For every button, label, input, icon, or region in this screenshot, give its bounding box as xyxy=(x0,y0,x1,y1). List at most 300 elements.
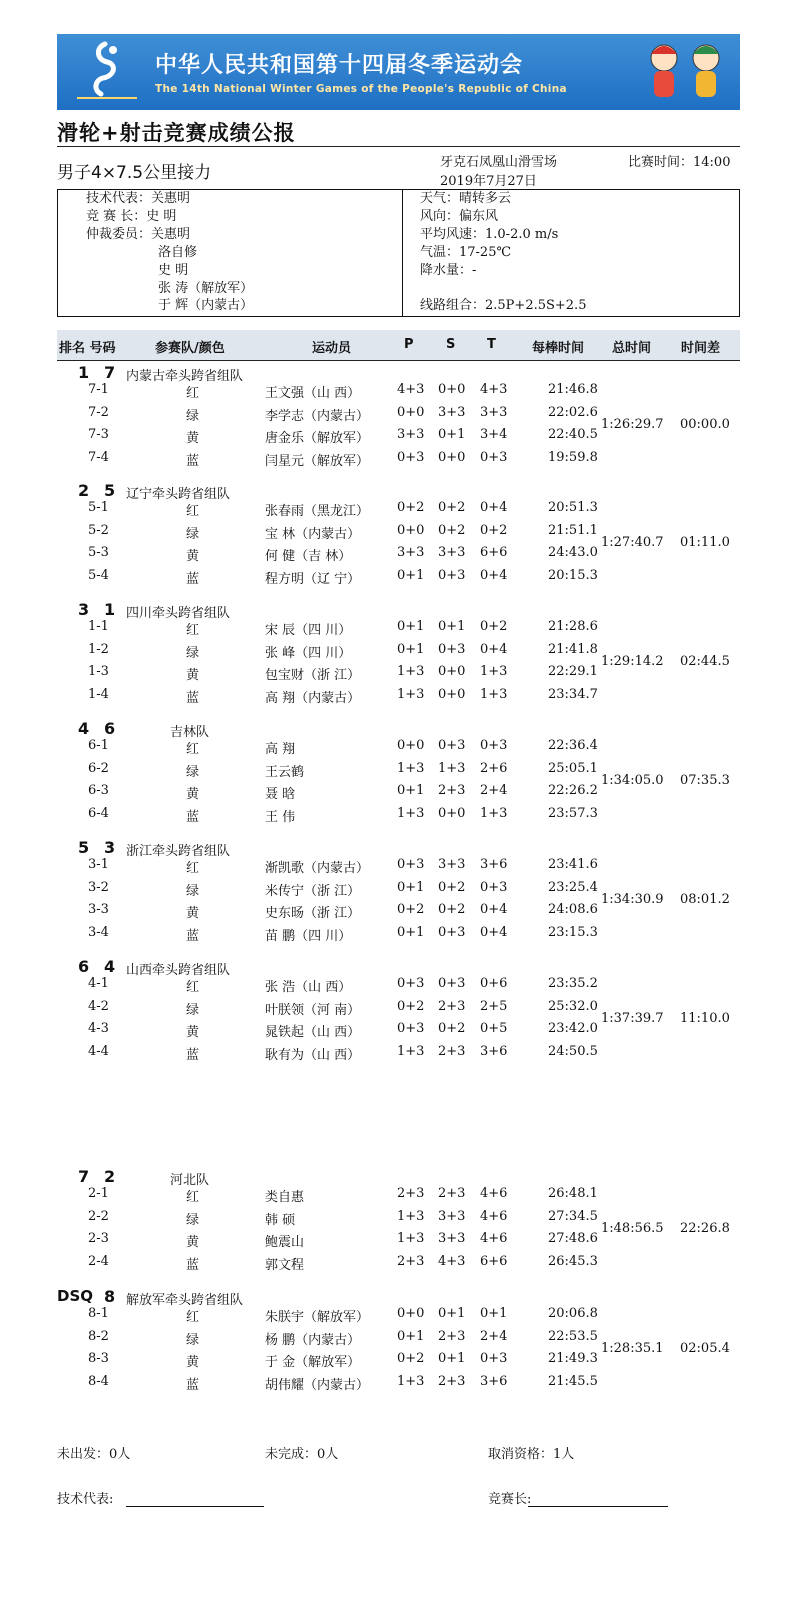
leg-number: 8-2 xyxy=(88,1329,109,1344)
standing-shooting: 0+2 xyxy=(438,523,466,538)
standing-shooting: 3+3 xyxy=(438,405,466,420)
dsq-count: 取消资格：1人 xyxy=(488,1447,575,1462)
standing-shooting: 3+3 xyxy=(438,857,466,872)
total-shooting: 4+6 xyxy=(480,1209,508,1224)
team-rank: 6 xyxy=(78,957,90,976)
leg-color: 蓝 xyxy=(186,572,200,587)
standing-shooting: 0+1 xyxy=(438,619,466,634)
leg-time: 19:59.8 xyxy=(548,450,598,465)
standing-shooting: 0+2 xyxy=(438,902,466,917)
prone-shooting: 0+0 xyxy=(397,1306,425,1321)
team-total-time: 1:29:14.2 xyxy=(601,654,664,669)
leg-number: 1-1 xyxy=(88,619,109,634)
leg-color: 黄 xyxy=(186,431,200,446)
prone-shooting: 0+0 xyxy=(397,523,425,538)
col-s: S xyxy=(446,337,456,352)
leg-color: 红 xyxy=(186,742,200,757)
start-time: 比赛时间：14:00 xyxy=(628,155,731,170)
leg-number: 1-4 xyxy=(88,687,109,702)
team-time-gap: 07:35.3 xyxy=(680,773,730,788)
team-rank: 2 xyxy=(78,481,90,500)
athlete-name: 王 伟 xyxy=(265,810,296,825)
leg-time: 21:46.8 xyxy=(548,382,598,397)
leg-color: 黄 xyxy=(186,787,200,802)
leg-row xyxy=(0,925,800,947)
total-shooting: 1+3 xyxy=(480,806,508,821)
prone-shooting: 1+3 xyxy=(397,664,425,679)
leg-number: 5-4 xyxy=(88,568,109,583)
leg-time: 23:15.3 xyxy=(548,925,598,940)
banner-title-en: The 14th National Winter Games of the People's Republic of China xyxy=(155,83,567,95)
leg-color: 绿 xyxy=(186,884,200,899)
leg-number: 5-1 xyxy=(88,500,109,515)
leg-number: 3-2 xyxy=(88,880,109,895)
dnf-count: 未完成：0人 xyxy=(265,1447,339,1462)
leg-row xyxy=(0,806,800,828)
team-rank: 7 xyxy=(78,1167,90,1186)
standing-shooting: 2+3 xyxy=(438,1186,466,1201)
leg-time: 22:40.5 xyxy=(548,427,598,442)
prone-shooting: 0+0 xyxy=(397,738,425,753)
leg-row xyxy=(0,568,800,590)
standing-shooting: 3+3 xyxy=(438,1209,466,1224)
prone-shooting: 1+3 xyxy=(397,761,425,776)
leg-color: 红 xyxy=(186,861,200,876)
leg-color: 黄 xyxy=(186,668,200,683)
prone-shooting: 0+2 xyxy=(397,500,425,515)
leg-color: 红 xyxy=(186,980,200,995)
leg-color: 蓝 xyxy=(186,1258,200,1273)
athlete-name: 史东旸（浙 江） xyxy=(265,906,361,921)
standing-shooting: 0+0 xyxy=(438,450,466,465)
leg-time: 23:41.6 xyxy=(548,857,598,872)
standing-shooting: 2+3 xyxy=(438,999,466,1014)
wind-speed: 平均风速：1.0-2.0 m/s xyxy=(420,227,559,242)
athlete-name: 宋 辰（四 川） xyxy=(265,623,352,638)
col-t: T xyxy=(487,337,496,352)
leg-number: 8-1 xyxy=(88,1306,109,1321)
leg-color: 黄 xyxy=(186,1355,200,1370)
team-header xyxy=(0,1287,800,1307)
venue: 牙克石凤凰山滑雪场 xyxy=(440,155,558,170)
leg-time: 22:53.5 xyxy=(548,1329,598,1344)
leg-color: 红 xyxy=(186,623,200,638)
total-shooting: 4+6 xyxy=(480,1186,508,1201)
team-block xyxy=(0,600,800,712)
games-banner xyxy=(57,34,740,110)
col-team: 参赛队/颜色 xyxy=(155,341,225,356)
total-shooting: 2+5 xyxy=(480,999,508,1014)
leg-time: 22:02.6 xyxy=(548,405,598,420)
total-shooting: 0+4 xyxy=(480,568,508,583)
leg-color: 红 xyxy=(186,386,200,401)
total-shooting: 2+4 xyxy=(480,1329,508,1344)
leg-color: 黄 xyxy=(186,1025,200,1040)
team-block xyxy=(0,838,800,950)
dns-count: 未出发：0人 xyxy=(57,1447,131,1462)
team-block xyxy=(0,363,800,475)
course-combination: 线路组合：2.5P+2.5S+2.5 xyxy=(420,298,587,313)
prone-shooting: 1+3 xyxy=(397,1044,425,1059)
prone-shooting: 0+1 xyxy=(397,783,425,798)
athlete-name: 渐凯歌（内蒙古） xyxy=(265,861,370,876)
leg-number: 8-4 xyxy=(88,1374,109,1389)
tech-delegate-signature-line xyxy=(126,1506,264,1507)
total-shooting: 0+2 xyxy=(480,619,508,634)
team-block xyxy=(0,481,800,593)
standing-shooting: 3+3 xyxy=(438,1231,466,1246)
leg-color: 黄 xyxy=(186,549,200,564)
leg-color: 红 xyxy=(186,1190,200,1205)
team-block xyxy=(0,957,800,1069)
standing-shooting: 0+2 xyxy=(438,880,466,895)
athlete-name: 高 翔 xyxy=(265,742,296,757)
col-p: P xyxy=(404,337,414,352)
leg-color: 绿 xyxy=(186,646,200,661)
prone-shooting: 4+3 xyxy=(397,382,425,397)
prone-shooting: 1+3 xyxy=(397,1231,425,1246)
prone-shooting: 1+3 xyxy=(397,1209,425,1224)
leg-color: 绿 xyxy=(186,527,200,542)
leg-row xyxy=(0,619,800,641)
team-header xyxy=(0,481,800,501)
jury-member: 于 辉（内蒙古） xyxy=(158,298,254,313)
leg-time: 20:51.3 xyxy=(548,500,598,515)
leg-color: 蓝 xyxy=(186,810,200,825)
leg-row xyxy=(0,1186,800,1208)
leg-time: 23:42.0 xyxy=(548,1021,598,1036)
leg-time: 23:25.4 xyxy=(548,880,598,895)
leg-number: 3-4 xyxy=(88,925,109,940)
standing-shooting: 0+3 xyxy=(438,642,466,657)
team-block xyxy=(0,1287,800,1399)
prone-shooting: 0+2 xyxy=(397,902,425,917)
team-time-gap: 11:10.0 xyxy=(680,1011,730,1026)
prone-shooting: 0+1 xyxy=(397,880,425,895)
team-header xyxy=(0,1167,800,1187)
team-bib: 7 xyxy=(104,363,116,382)
team-total-time: 1:26:29.7 xyxy=(601,417,664,432)
athlete-name: 何 健（吉 林） xyxy=(265,549,352,564)
team-total-time: 1:34:30.9 xyxy=(601,892,664,907)
results-table-header xyxy=(57,330,740,360)
leg-time: 21:45.5 xyxy=(548,1374,598,1389)
total-shooting: 0+1 xyxy=(480,1306,508,1321)
team-header xyxy=(0,719,800,739)
prone-shooting: 0+1 xyxy=(397,925,425,940)
team-block xyxy=(0,719,800,831)
standing-shooting: 2+3 xyxy=(438,1374,466,1389)
team-name: 内蒙古牵头跨省组队 xyxy=(126,369,244,384)
leg-color: 黄 xyxy=(186,1235,200,1250)
total-shooting: 0+6 xyxy=(480,976,508,991)
athlete-name: 张 浩（山 西） xyxy=(265,980,352,995)
col-athlete: 运动员 xyxy=(312,341,352,356)
leg-time: 25:32.0 xyxy=(548,999,598,1014)
prone-shooting: 0+3 xyxy=(397,976,425,991)
team-time-gap: 02:05.4 xyxy=(680,1341,730,1356)
leg-time: 22:29.1 xyxy=(548,664,598,679)
team-bib: 2 xyxy=(104,1167,116,1186)
total-shooting: 0+4 xyxy=(480,500,508,515)
standing-shooting: 2+3 xyxy=(438,1329,466,1344)
col-rank-bib: 排名 号码 xyxy=(59,341,116,356)
leg-number: 4-1 xyxy=(88,976,109,991)
leg-number: 2-2 xyxy=(88,1209,109,1224)
leg-row xyxy=(0,500,800,522)
title-divider xyxy=(57,146,740,147)
leg-color: 蓝 xyxy=(186,691,200,706)
athlete-name: 韩 硕 xyxy=(265,1213,296,1228)
athlete-name: 宝 林（内蒙古） xyxy=(265,527,361,542)
total-shooting: 2+4 xyxy=(480,783,508,798)
standing-shooting: 0+0 xyxy=(438,806,466,821)
leg-time: 20:15.3 xyxy=(548,568,598,583)
team-total-time: 1:28:35.1 xyxy=(601,1341,664,1356)
prone-shooting: 0+1 xyxy=(397,568,425,583)
leg-number: 6-2 xyxy=(88,761,109,776)
team-bib: 3 xyxy=(104,838,116,857)
standing-shooting: 0+3 xyxy=(438,976,466,991)
leg-row xyxy=(0,1306,800,1328)
team-rank: 3 xyxy=(78,600,90,619)
leg-number: 2-1 xyxy=(88,1186,109,1201)
standing-shooting: 1+3 xyxy=(438,761,466,776)
chief-signature-line xyxy=(528,1506,668,1507)
leg-time: 21:51.1 xyxy=(548,523,598,538)
team-rank: DSQ xyxy=(57,1287,94,1305)
athlete-name: 朱朕宇（解放军） xyxy=(265,1310,370,1325)
leg-time: 26:45.3 xyxy=(548,1254,598,1269)
standing-shooting: 0+3 xyxy=(438,738,466,753)
leg-number: 7-2 xyxy=(88,405,109,420)
precipitation: 降水量：- xyxy=(420,263,477,278)
leg-color: 绿 xyxy=(186,765,200,780)
tech-delegate: 技术代表：关惠明 xyxy=(86,191,191,206)
athlete-name: 王文强（山 西） xyxy=(265,386,361,401)
leg-time: 20:06.8 xyxy=(548,1306,598,1321)
team-total-time: 1:48:56.5 xyxy=(601,1221,664,1236)
leg-color: 绿 xyxy=(186,1003,200,1018)
total-shooting: 3+4 xyxy=(480,427,508,442)
leg-color: 绿 xyxy=(186,1213,200,1228)
total-shooting: 3+6 xyxy=(480,857,508,872)
team-header xyxy=(0,957,800,977)
prone-shooting: 1+3 xyxy=(397,1374,425,1389)
athlete-name: 程方明（辽 宁） xyxy=(265,572,361,587)
wind-direction: 风向：偏东风 xyxy=(420,209,499,224)
team-bib: 1 xyxy=(104,600,116,619)
leg-row xyxy=(0,450,800,472)
team-bib: 6 xyxy=(104,719,116,738)
athlete-name: 类自惠 xyxy=(265,1190,305,1205)
team-time-gap: 00:00.0 xyxy=(680,417,730,432)
standing-shooting: 0+0 xyxy=(438,664,466,679)
team-rank: 5 xyxy=(78,838,90,857)
standing-shooting: 0+1 xyxy=(438,1306,466,1321)
leg-number: 7-1 xyxy=(88,382,109,397)
col-gap: 时间差 xyxy=(681,341,721,356)
leg-time: 27:48.6 xyxy=(548,1231,598,1246)
athlete-name: 苗 鹏（四 川） xyxy=(265,929,352,944)
standing-shooting: 0+1 xyxy=(438,1351,466,1366)
leg-number: 4-3 xyxy=(88,1021,109,1036)
prone-shooting: 0+0 xyxy=(397,405,425,420)
total-shooting: 6+6 xyxy=(480,1254,508,1269)
leg-time: 21:49.3 xyxy=(548,1351,598,1366)
leg-color: 绿 xyxy=(186,1333,200,1348)
leg-number: 6-4 xyxy=(88,806,109,821)
prone-shooting: 1+3 xyxy=(397,687,425,702)
standing-shooting: 0+0 xyxy=(438,382,466,397)
tech-delegate-signature-label: 技术代表: xyxy=(57,1492,114,1507)
leg-row xyxy=(0,738,800,760)
athlete-name: 唐金乐（解放军） xyxy=(265,431,370,446)
total-shooting: 4+6 xyxy=(480,1231,508,1246)
total-shooting: 0+4 xyxy=(480,925,508,940)
jury-chair: 仲裁委员：关惠明 xyxy=(86,227,191,242)
team-name: 四川牵头跨省组队 xyxy=(126,606,231,621)
leg-number: 8-3 xyxy=(88,1351,109,1366)
leg-time: 24:50.5 xyxy=(548,1044,598,1059)
leg-number: 6-3 xyxy=(88,783,109,798)
leg-color: 蓝 xyxy=(186,929,200,944)
prone-shooting: 3+3 xyxy=(397,545,425,560)
weather: 天气：晴转多云 xyxy=(420,191,512,206)
total-shooting: 0+4 xyxy=(480,902,508,917)
athlete-name: 于 金（解放军） xyxy=(265,1355,361,1370)
total-shooting: 1+3 xyxy=(480,664,508,679)
team-bib: 5 xyxy=(104,481,116,500)
leg-number: 4-2 xyxy=(88,999,109,1014)
total-shooting: 6+6 xyxy=(480,545,508,560)
leg-time: 22:26.2 xyxy=(548,783,598,798)
athlete-name: 郭文程 xyxy=(265,1258,305,1273)
total-shooting: 3+3 xyxy=(480,405,508,420)
banner-title-cn: 中华人民共和国第十四届冬季运动会 xyxy=(155,53,524,78)
total-shooting: 0+3 xyxy=(480,1351,508,1366)
chief-of-competition: 竞 赛 长：史 明 xyxy=(86,209,177,224)
team-name: 吉林队 xyxy=(170,725,210,740)
leg-row xyxy=(0,857,800,879)
team-name: 辽宁牵头跨省组队 xyxy=(126,487,231,502)
leg-time: 23:35.2 xyxy=(548,976,598,991)
chief-signature-label: 竞赛长: xyxy=(488,1492,532,1507)
team-block xyxy=(0,1167,800,1279)
jury-member: 史 明 xyxy=(158,263,189,278)
leg-color: 绿 xyxy=(186,409,200,424)
team-time-gap: 08:01.2 xyxy=(680,892,730,907)
leg-number: 3-3 xyxy=(88,902,109,917)
team-name: 解放军牵头跨省组队 xyxy=(126,1293,244,1308)
team-rank: 4 xyxy=(78,719,90,738)
total-shooting: 0+3 xyxy=(480,880,508,895)
leg-time: 21:28.6 xyxy=(548,619,598,634)
leg-color: 红 xyxy=(186,504,200,519)
athlete-name: 李学志（内蒙古） xyxy=(265,409,370,424)
total-shooting: 2+6 xyxy=(480,761,508,776)
event-date: 2019年7月27日 xyxy=(440,174,537,189)
standing-shooting: 0+2 xyxy=(438,1021,466,1036)
leg-time: 22:36.4 xyxy=(548,738,598,753)
prone-shooting: 2+3 xyxy=(397,1254,425,1269)
total-shooting: 0+2 xyxy=(480,523,508,538)
mascots-icon xyxy=(634,36,734,108)
leg-row xyxy=(0,1374,800,1396)
jury-member: 张 涛（解放军） xyxy=(158,281,254,296)
leg-number: 1-3 xyxy=(88,664,109,679)
jury-member: 洛自修 xyxy=(158,245,198,260)
officials-conditions-box xyxy=(57,189,740,317)
winter-games-logo-icon xyxy=(67,38,147,106)
leg-color: 蓝 xyxy=(186,1048,200,1063)
standing-shooting: 0+0 xyxy=(438,687,466,702)
leg-row xyxy=(0,976,800,998)
leg-color: 蓝 xyxy=(186,1378,200,1393)
leg-row xyxy=(0,1044,800,1066)
total-shooting: 3+6 xyxy=(480,1044,508,1059)
prone-shooting: 2+3 xyxy=(397,1186,425,1201)
athlete-name: 胡伟耀（内蒙古） xyxy=(265,1378,370,1393)
leg-number: 2-4 xyxy=(88,1254,109,1269)
leg-time: 21:41.8 xyxy=(548,642,598,657)
athlete-name: 叶朕领（河 南） xyxy=(265,1003,361,1018)
team-bib: 4 xyxy=(104,957,116,976)
box-divider xyxy=(402,190,403,316)
team-total-time: 1:37:39.7 xyxy=(601,1011,664,1026)
team-name: 河北队 xyxy=(170,1173,210,1188)
prone-shooting: 0+3 xyxy=(397,450,425,465)
athlete-name: 杨 鹏（内蒙古） xyxy=(265,1333,361,1348)
prone-shooting: 0+2 xyxy=(397,999,425,1014)
team-header xyxy=(0,363,800,383)
leg-number: 7-4 xyxy=(88,450,109,465)
standing-shooting: 2+3 xyxy=(438,783,466,798)
standing-shooting: 0+3 xyxy=(438,568,466,583)
prone-shooting: 3+3 xyxy=(397,427,425,442)
team-bib: 8 xyxy=(104,1287,116,1306)
header-divider xyxy=(57,360,740,361)
team-name: 山西牵头跨省组队 xyxy=(126,963,231,978)
prone-shooting: 0+1 xyxy=(397,1329,425,1344)
temperature: 气温：17-25℃ xyxy=(420,245,512,260)
athlete-name: 闫星元（解放军） xyxy=(265,454,370,469)
leg-time: 24:43.0 xyxy=(548,545,598,560)
leg-time: 27:34.5 xyxy=(548,1209,598,1224)
team-rank: 1 xyxy=(78,363,90,382)
athlete-name: 包宝财（浙 江） xyxy=(265,668,361,683)
prone-shooting: 0+2 xyxy=(397,1351,425,1366)
leg-number: 6-1 xyxy=(88,738,109,753)
leg-number: 3-1 xyxy=(88,857,109,872)
col-leg-time: 每棒时间 xyxy=(532,341,585,356)
standing-shooting: 0+3 xyxy=(438,925,466,940)
leg-number: 5-3 xyxy=(88,545,109,560)
prone-shooting: 0+3 xyxy=(397,1021,425,1036)
leg-time: 25:05.1 xyxy=(548,761,598,776)
team-name: 浙江牵头跨省组队 xyxy=(126,844,231,859)
athlete-name: 晁铁起（山 西） xyxy=(265,1025,361,1040)
leg-row xyxy=(0,382,800,404)
standing-shooting: 3+3 xyxy=(438,545,466,560)
leg-time: 23:57.3 xyxy=(548,806,598,821)
athlete-name: 耿有为（山 西） xyxy=(265,1048,361,1063)
team-total-time: 1:27:40.7 xyxy=(601,535,664,550)
total-shooting: 0+3 xyxy=(480,450,508,465)
col-total: 总时间 xyxy=(612,341,652,356)
team-time-gap: 22:26.8 xyxy=(680,1221,730,1236)
event-name: 男子4×7.5公里接力 xyxy=(57,163,212,183)
